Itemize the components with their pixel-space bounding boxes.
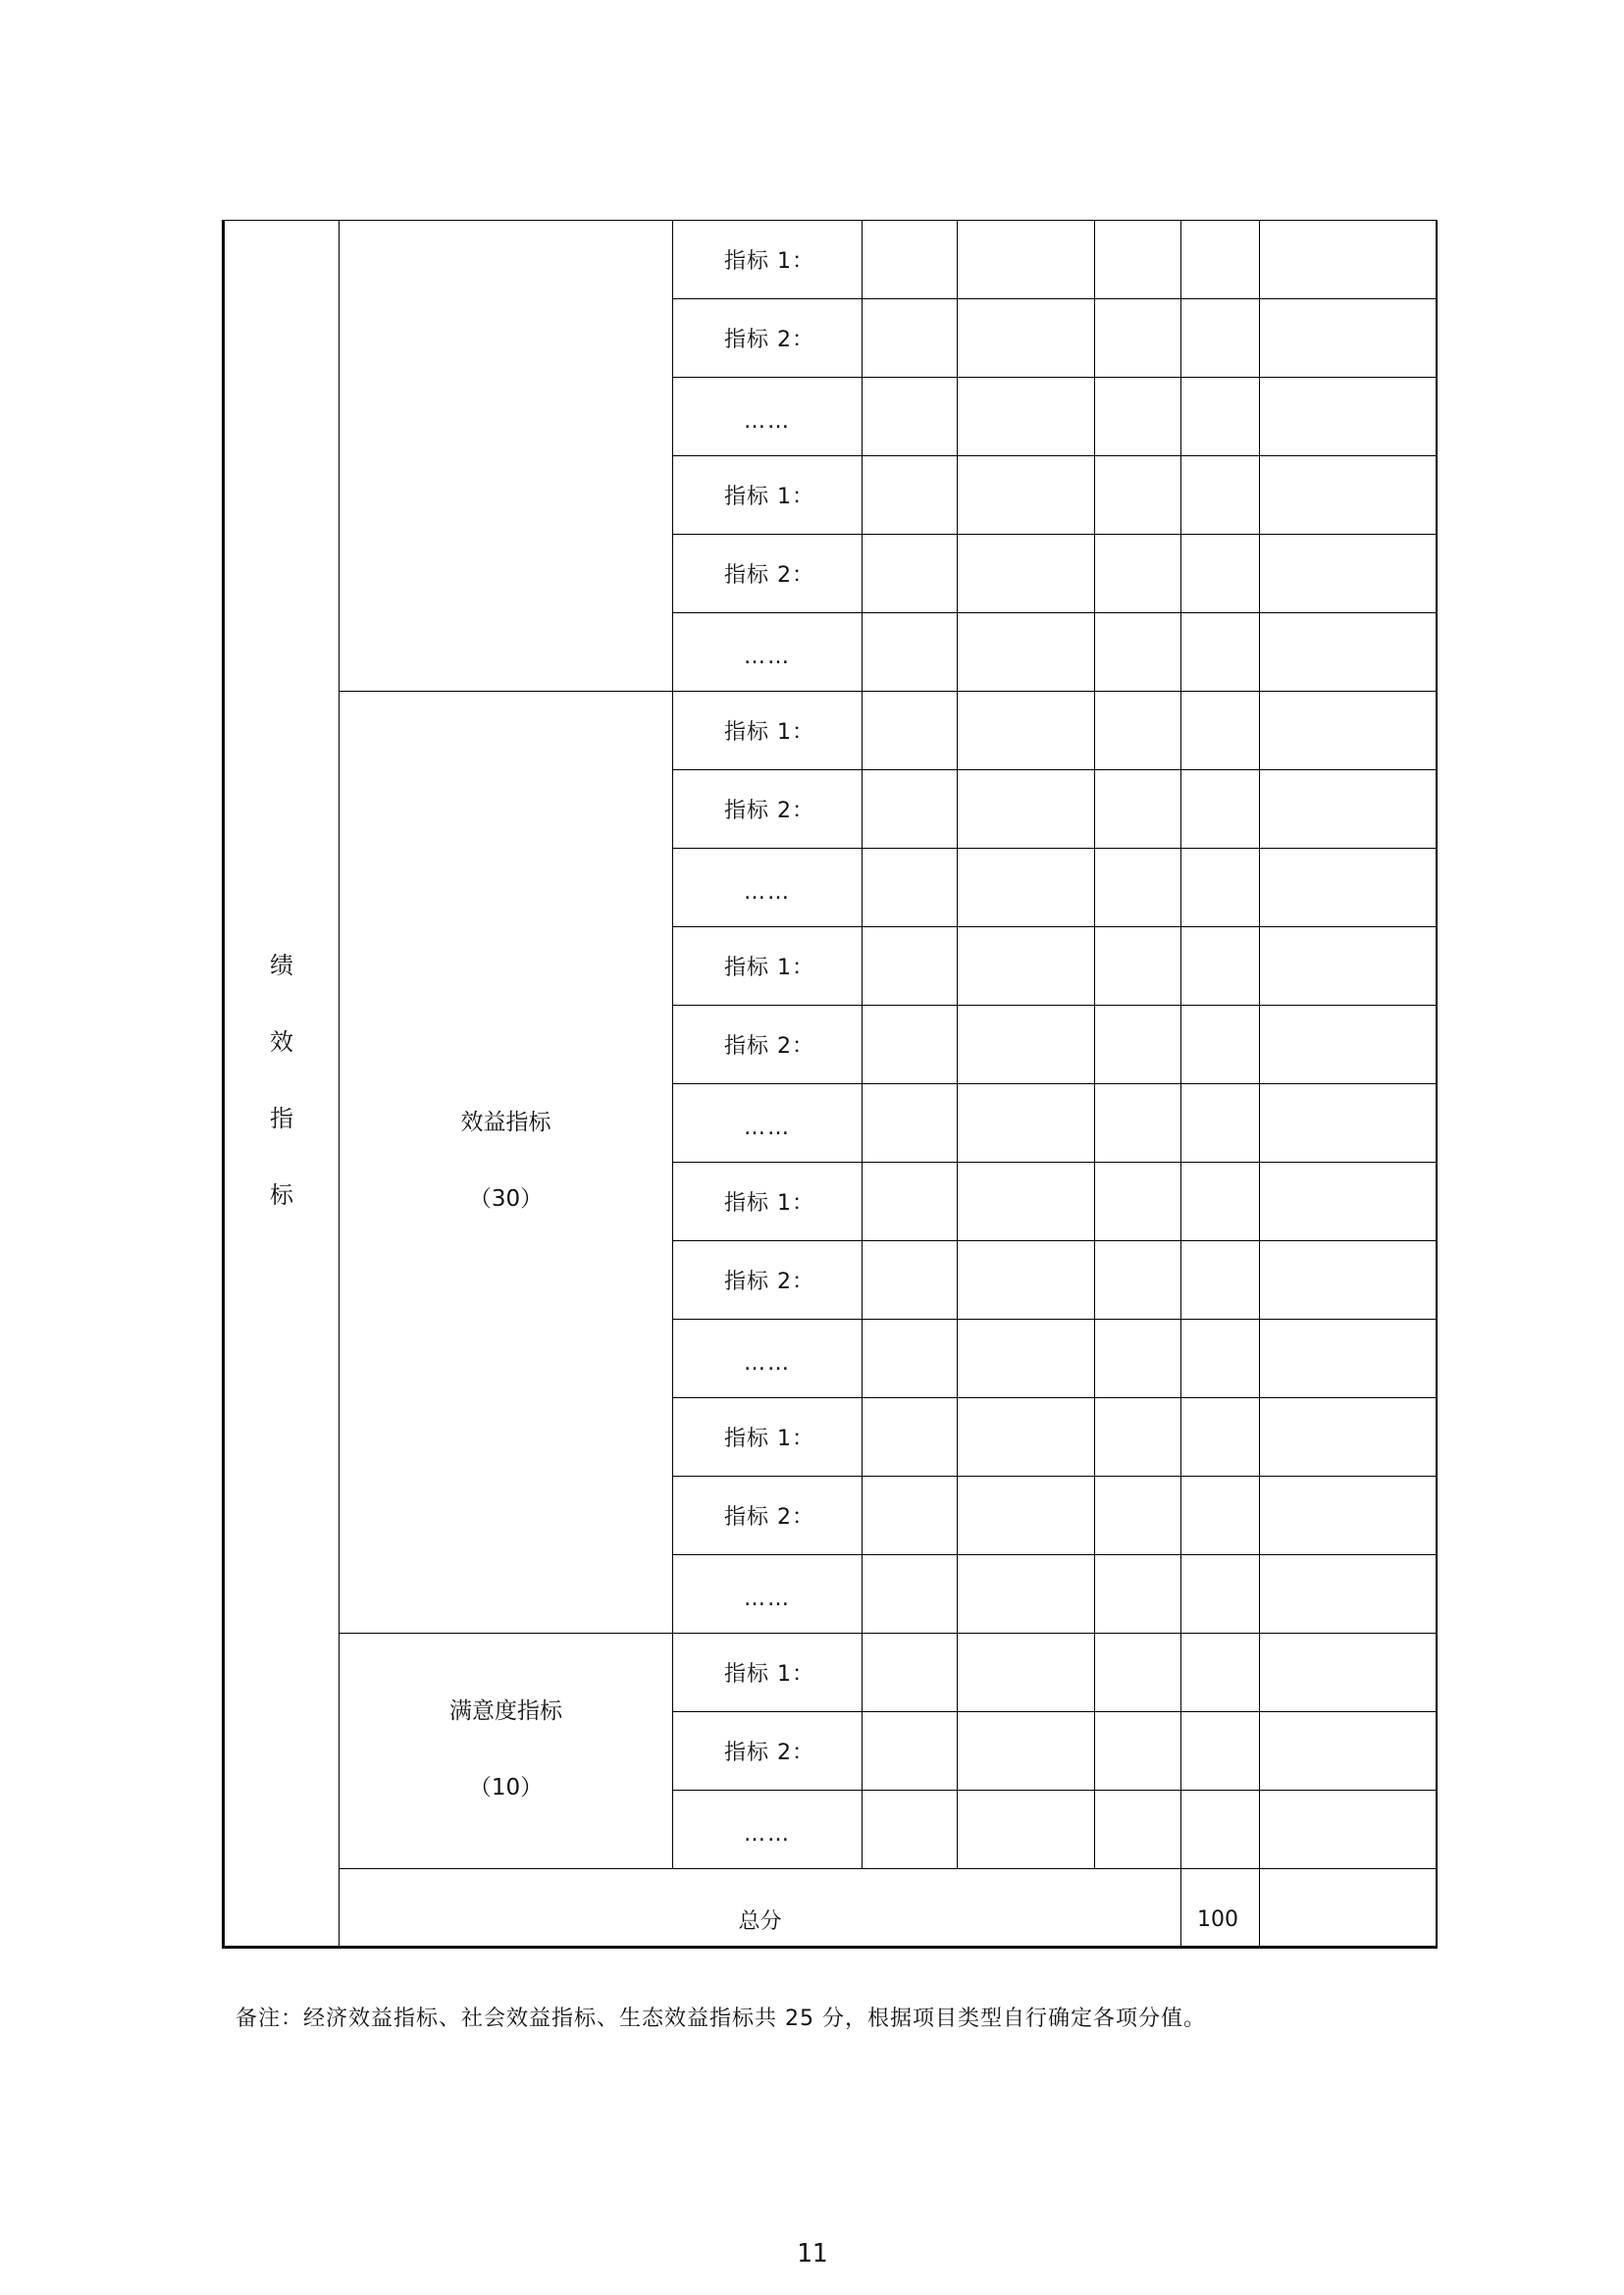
table-cell — [958, 692, 1095, 770]
table-cell — [1260, 1320, 1437, 1398]
table-cell — [1095, 613, 1181, 692]
indicator-ellipsis: …… — [673, 1555, 863, 1634]
table-cell — [1260, 535, 1437, 613]
indicator-ellipsis: …… — [673, 1791, 863, 1869]
indicator-label: 指标 2： — [673, 1477, 863, 1555]
table-cell — [1260, 849, 1437, 927]
indicator-label: 指标 1： — [673, 1163, 863, 1241]
table-cell — [1181, 692, 1260, 770]
indicator-label: 指标 2： — [673, 1712, 863, 1791]
section-label-char: 效 — [270, 1027, 293, 1056]
section-label-char: 指 — [270, 1104, 293, 1132]
page-number: 11 — [796, 2239, 828, 2269]
table-cell — [1260, 1084, 1437, 1163]
table-cell — [958, 221, 1095, 299]
table-cell — [1260, 1555, 1437, 1634]
table-cell — [1181, 299, 1260, 378]
table-cell — [1181, 221, 1260, 299]
table-cell — [1095, 535, 1181, 613]
table-cell — [863, 1320, 958, 1398]
table-cell — [863, 770, 958, 849]
table-cell — [1181, 770, 1260, 849]
table-cell — [863, 1398, 958, 1477]
table-cell — [863, 1084, 958, 1163]
table-cell — [958, 1006, 1095, 1084]
table-cell — [1181, 1398, 1260, 1477]
table-cell — [1095, 927, 1181, 1006]
table-cell — [863, 299, 958, 378]
indicator-label: 指标 2： — [673, 1006, 863, 1084]
indicator-label: 指标 1： — [673, 221, 863, 299]
indicator-label: 指标 1： — [673, 692, 863, 770]
indicator-label: 指标 2： — [673, 770, 863, 849]
table-row — [224, 692, 1437, 770]
table-cell — [1095, 1163, 1181, 1241]
table-cell — [1095, 1398, 1181, 1477]
table-cell — [1095, 1320, 1181, 1398]
table-cell — [1095, 1555, 1181, 1634]
category-name: 满意度指标 — [449, 1698, 562, 1724]
category-score: （30） — [468, 1186, 544, 1212]
category-cell-continued — [340, 221, 673, 692]
table-cell — [958, 1634, 1095, 1712]
table-cell — [1260, 1634, 1437, 1712]
table-cell — [958, 1477, 1095, 1555]
table-cell — [1095, 1006, 1181, 1084]
table-cell — [1181, 1477, 1260, 1555]
table-cell — [1260, 927, 1437, 1006]
table-cell — [863, 1163, 958, 1241]
table-cell — [863, 378, 958, 456]
table-cell — [958, 1163, 1095, 1241]
table-cell — [1260, 378, 1437, 456]
table-cell — [1181, 1006, 1260, 1084]
indicator-ellipsis: …… — [673, 613, 863, 692]
table-cell — [1095, 1634, 1181, 1712]
table-cell — [958, 770, 1095, 849]
indicator-ellipsis: …… — [673, 1084, 863, 1163]
table-cell — [1260, 613, 1437, 692]
table-cell — [1260, 456, 1437, 535]
section-label-char: 标 — [270, 1180, 293, 1209]
indicator-label: 指标 1： — [673, 1398, 863, 1477]
table-cell — [863, 1006, 958, 1084]
table-cell — [958, 299, 1095, 378]
table-cell — [863, 1241, 958, 1320]
table-cell — [863, 1477, 958, 1555]
table-cell — [1181, 927, 1260, 1006]
table-cell — [1181, 1712, 1260, 1791]
table-cell — [1260, 1477, 1437, 1555]
table-cell — [1181, 849, 1260, 927]
indicator-label: 指标 1： — [673, 456, 863, 535]
table-cell — [863, 1712, 958, 1791]
table-cell — [1095, 692, 1181, 770]
table-cell — [958, 1241, 1095, 1320]
table-cell — [958, 1320, 1095, 1398]
table-cell — [1181, 613, 1260, 692]
table-cell — [1095, 299, 1181, 378]
table-cell — [1181, 1084, 1260, 1163]
table-cell — [1095, 378, 1181, 456]
table-row — [224, 221, 1437, 299]
table-row — [224, 1634, 1437, 1712]
table-cell — [1095, 1712, 1181, 1791]
category-cell-benefit — [340, 692, 673, 1634]
table-cell — [958, 378, 1095, 456]
indicator-ellipsis: …… — [673, 1320, 863, 1398]
total-row — [224, 1869, 1437, 1948]
table-cell — [1260, 1241, 1437, 1320]
table-cell — [1260, 1398, 1437, 1477]
table-cell — [958, 1555, 1095, 1634]
table-cell — [1260, 1006, 1437, 1084]
total-value: 100 — [1181, 1869, 1260, 1948]
indicator-ellipsis: …… — [673, 849, 863, 927]
table-cell — [1095, 1791, 1181, 1869]
indicator-label: 指标 1： — [673, 927, 863, 1006]
table-cell — [863, 456, 958, 535]
table-cell — [863, 927, 958, 1006]
table-cell — [958, 613, 1095, 692]
table-cell — [1260, 1712, 1437, 1791]
footnote: 备注：经济效益指标、社会效益指标、生态效益指标共 25 分，根据项目类型自行确定各项分值。 — [236, 2007, 1206, 2031]
indicator-label: 指标 2： — [673, 1241, 863, 1320]
indicator-ellipsis: …… — [673, 378, 863, 456]
table-cell — [863, 221, 958, 299]
table-cell — [1181, 1320, 1260, 1398]
table-cell — [1260, 1163, 1437, 1241]
total-label: 总分 — [340, 1869, 1181, 1948]
table-cell — [863, 1791, 958, 1869]
table-cell — [958, 849, 1095, 927]
table-cell — [958, 1398, 1095, 1477]
category-cell-satisfaction — [340, 1634, 673, 1869]
table-cell — [1181, 1163, 1260, 1241]
table-cell — [958, 1712, 1095, 1791]
table-cell — [1260, 299, 1437, 378]
table-cell — [1181, 1241, 1260, 1320]
indicator-label: 指标 2： — [673, 299, 863, 378]
table-cell — [1260, 1869, 1437, 1948]
performance-indicator-table — [222, 220, 1438, 1949]
table-cell — [863, 1555, 958, 1634]
table-cell — [1260, 1791, 1437, 1869]
table-cell — [863, 692, 958, 770]
table-cell — [1260, 221, 1437, 299]
table-cell — [1095, 1241, 1181, 1320]
table-cell — [1095, 456, 1181, 535]
table-cell — [1095, 1477, 1181, 1555]
table-cell — [863, 613, 958, 692]
table-cell — [958, 456, 1095, 535]
table-cell — [1181, 378, 1260, 456]
table-cell — [1260, 770, 1437, 849]
section-label-char: 绩 — [270, 951, 293, 979]
table-cell — [1260, 692, 1437, 770]
table-cell — [1181, 456, 1260, 535]
indicator-label: 指标 1： — [673, 1634, 863, 1712]
section-label-cell — [224, 221, 340, 1948]
table-cell — [1095, 221, 1181, 299]
indicator-label: 指标 2： — [673, 535, 863, 613]
table-cell — [958, 535, 1095, 613]
table-cell — [958, 1791, 1095, 1869]
category-name: 效益指标 — [460, 1110, 551, 1135]
table-cell — [1181, 1634, 1260, 1712]
table-cell — [1181, 1555, 1260, 1634]
table-cell — [958, 927, 1095, 1006]
table-cell — [1095, 1084, 1181, 1163]
table-cell — [1181, 535, 1260, 613]
table-cell — [863, 1634, 958, 1712]
table-cell — [863, 849, 958, 927]
table-cell — [958, 1084, 1095, 1163]
table-cell — [863, 535, 958, 613]
table-cell — [1095, 770, 1181, 849]
category-score: （10） — [468, 1775, 544, 1800]
table-cell — [1095, 849, 1181, 927]
table-cell — [1181, 1791, 1260, 1869]
